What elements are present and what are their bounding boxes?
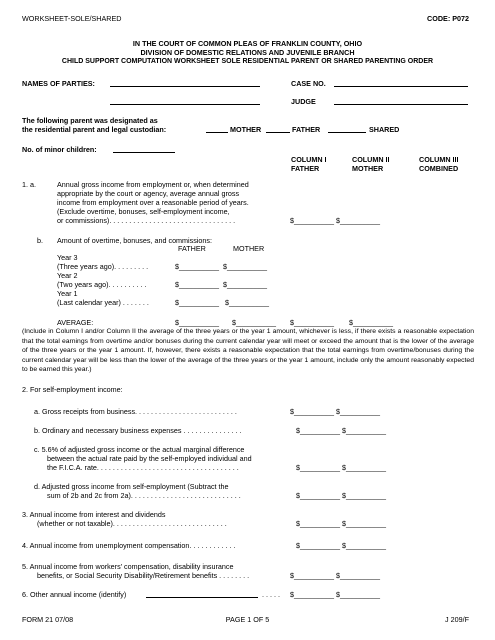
item-2b-label: b. Ordinary and necessary business expenses . . . . . . . . . . . . . . . [34,426,242,435]
item-1a-mother-amount[interactable]: $__________ [336,216,380,225]
worksheet-type: WORKSHEET-SOLE/SHARED [22,14,122,23]
party-name-field-2[interactable] [110,104,260,105]
item-1b-mother-header: MOTHER [233,244,265,253]
designation-text-1: The following parent was designated as [22,116,158,125]
item-5-line1: 5. Annual income from workers' compensation, disability insurance [22,562,234,571]
item-1a-line5: or commissions). . . . . . . . . . . . . . . . . . . . . . . . . . . . . . . . [57,216,236,225]
average-column2-amount[interactable]: $__________ [349,318,393,327]
option-father: FATHER [292,125,321,134]
item-5-father-amount[interactable]: $__________ [290,571,334,580]
item-4-mother-amount[interactable]: $__________ [342,541,386,550]
item-2b-mother-amount[interactable]: $__________ [342,426,386,435]
mother-check-line[interactable] [206,132,228,133]
average-label: AVERAGE: [57,318,94,327]
item-2c-line3: the F.I.C.A. rate. . . . . . . . . . . . . . . . . . . . . . . . . . . . . . . . . . . . [47,463,239,472]
item-2a-label: a. Gross receipts from business. . . . . . . . . . . . . . . . . . . . . . . . . . [34,407,237,416]
year-3-desc: (Three years ago). . . . . . . . . [57,262,149,271]
item-1a-number: 1. a. [22,180,36,189]
column-2-subtitle: MOTHER [352,164,384,173]
item-6-mother-amount[interactable]: $__________ [336,590,380,599]
page-number: PAGE 1 OF 5 [225,615,270,624]
form-id: J 209/F [445,615,469,624]
column-2-title: COLUMN II [352,155,390,164]
court-title: IN THE COURT OF COMMON PLEAS OF FRANKLIN COUNTY, OHIO [132,39,363,48]
item-6-dots: . . . . . [262,590,280,599]
parties-label: NAMES OF PARTIES: [22,79,95,88]
year-3-label: Year 3 [57,253,78,262]
item-2d-line2: sum of 2b and 2c from 2a). . . . . . . . . . . . . . . . . . . . . . . . . . . . [47,491,241,500]
column-1-subtitle: FATHER [291,164,320,173]
item-2d-line1: d. Adjusted gross income from self-employment (Subtract the [34,482,229,491]
year-3-mother-amount[interactable]: $__________ [223,262,267,271]
year-1-label: Year 1 [57,289,78,298]
party-name-field-1[interactable] [110,86,260,87]
item-6-father-amount[interactable]: $__________ [290,590,334,599]
item-1a-line3: income from employment over a reasonable period of years. [57,198,249,207]
minor-children-label: No. of minor children: [22,145,97,154]
item-2d-father-amount[interactable]: $__________ [296,491,340,500]
item-3-line2: (whether or not taxable). . . . . . . . . . . . . . . . . . . . . . . . . . . . . [37,519,227,528]
item-6-identify-field[interactable] [146,597,258,598]
item-1a-father-amount[interactable]: $__________ [290,216,334,225]
item-2c-line2: between the actual rate paid by the self-employed individual and [47,454,252,463]
form-number: FORM 21 07/08 [22,615,74,624]
year-2-desc: (Two years ago). . . . . . . . . . [57,280,147,289]
item-1b-father-header: FATHER [178,244,206,253]
designation-text-2: the residential parent and legal custodian: [22,125,167,134]
item-3-mother-amount[interactable]: $__________ [342,519,386,528]
item-2c-father-amount[interactable]: $__________ [296,463,340,472]
average-mother-amount[interactable]: $__________ [232,318,276,327]
item-4-label: 4. Annual income from unemployment compensation. . . . . . . . . . . . [22,541,236,550]
division-title: DIVISION OF DOMESTIC RELATIONS AND JUVENILE BRANCH [140,48,355,57]
judge-field[interactable] [334,104,468,105]
year-1-father-amount[interactable]: $__________ [175,298,219,307]
average-column1-amount[interactable]: $__________ [290,318,334,327]
column-3-subtitle: COMBINED [419,164,459,173]
year-1-desc: (Last calendar year) . . . . . . . [57,298,149,307]
judge-label: JUDGE [291,97,316,106]
year-3-father-amount[interactable]: $__________ [175,262,219,271]
column-1-title: COLUMN I [291,155,327,164]
item-4-father-amount[interactable]: $__________ [296,541,340,550]
case-no-label: CASE NO. [291,79,326,88]
overtime-note: (Include in Column I and/or Column II the average of the three years or the year 1 amount, whichever is less, if there exists a reasonable expectation that the total earnings from overtime and/or bonuses during the current calendar year will meet or exceed the amount that is the lower of the average of the three years or the year 1 amount. If, however, there exists a reasonable expectation that the total earnings from overtime/bonuses during the current calendar year will be less than the lower of the average of the three years or the year 1 amount, include only the amount reasonably expected to be earned this year.) [22,328,474,374]
column-3-title: COLUMN III [419,155,459,164]
item-1a-line1: Annual gross income from employment or, when determined [57,180,249,189]
option-shared: SHARED [369,125,400,134]
average-father-amount[interactable]: $__________ [175,318,219,327]
item-2c-line1: c. 5.6% of adjusted gross income or the actual marginal difference [34,445,245,454]
item-1a-line4: (Exclude overtime, bonuses, self-employment income, [57,207,230,216]
item-2-heading: 2. For self-employment income: [22,385,123,394]
item-1b-number: b. [37,236,43,245]
minor-children-field[interactable] [113,152,175,153]
item-5-mother-amount[interactable]: $__________ [336,571,380,580]
option-mother: MOTHER [230,125,262,134]
year-1-mother-amount[interactable]: $__________ [225,298,269,307]
item-1a-line2: appropriate by the court or agency, average annual gross [57,189,240,198]
item-2a-father-amount[interactable]: $__________ [290,407,334,416]
year-2-father-amount[interactable]: $__________ [175,280,219,289]
item-2a-mother-amount[interactable]: $__________ [336,407,380,416]
case-no-field[interactable] [334,86,468,87]
item-3-father-amount[interactable]: $__________ [296,519,340,528]
item-1b-line1: Amount of overtime, bonuses, and commissions: [57,236,213,245]
item-2c-mother-amount[interactable]: $__________ [342,463,386,472]
item-2b-father-amount[interactable]: $__________ [296,426,340,435]
year-2-mother-amount[interactable]: $__________ [223,280,267,289]
worksheet-title: CHILD SUPPORT COMPUTATION WORKSHEET SOLE RESIDENTIAL PARENT OR SHARED PARENTING ORDER [61,58,434,65]
item-2d-mother-amount[interactable]: $__________ [342,491,386,500]
item-3-line1: 3. Annual income from interest and dividends [22,510,166,519]
shared-check-line[interactable] [328,132,366,133]
form-code: CODE: P072 [427,14,469,23]
year-2-label: Year 2 [57,271,78,280]
father-check-line[interactable] [266,132,290,133]
item-5-line2: benefits, or Social Security Disability/Retirement benefits . . . . . . . . [37,571,250,580]
item-6-label: 6. Other annual income (identify) [22,590,127,599]
